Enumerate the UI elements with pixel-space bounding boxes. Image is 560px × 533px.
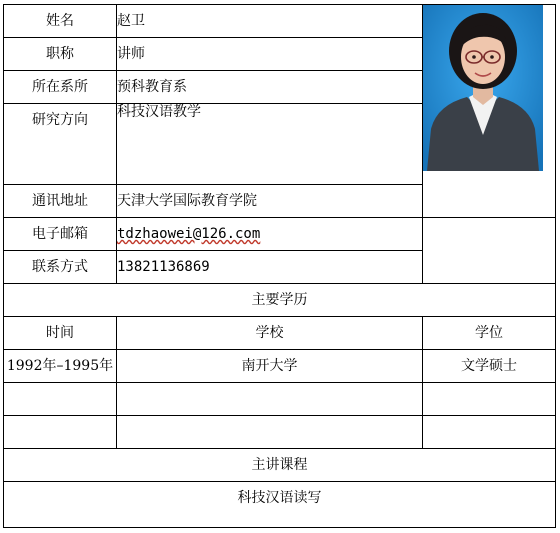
courses-heading: 主讲课程 [4, 449, 556, 482]
education-col-degree: 学位 [423, 317, 556, 350]
email-label: 电子邮箱 [4, 218, 117, 251]
profile-photo [423, 5, 543, 171]
education-col-time: 时间 [4, 317, 117, 350]
education-row-empty [4, 383, 556, 416]
title-label: 职称 [4, 38, 117, 71]
department-value: 预科教育系 [117, 71, 423, 104]
department-label: 所在系所 [4, 71, 117, 104]
photo-spacer-cell [423, 218, 556, 284]
education-row-empty [4, 416, 556, 449]
education-col-school: 学校 [117, 317, 423, 350]
phone-value: 13821136869 [117, 251, 423, 284]
empty-cell [423, 383, 556, 416]
photo-cell [423, 5, 556, 218]
education-school: 南开大学 [117, 350, 423, 383]
address-label: 通讯地址 [4, 185, 117, 218]
empty-cell [4, 416, 117, 449]
education-heading: 主要学历 [4, 284, 556, 317]
empty-cell [117, 416, 423, 449]
address-value: 天津大学国际教育学院 [117, 185, 423, 218]
courses-list: 科技汉语读写 [4, 482, 556, 528]
education-degree: 文学硕士 [423, 350, 556, 383]
empty-cell [4, 383, 117, 416]
profile-table [3, 4, 556, 528]
title-value: 讲师 [117, 38, 423, 71]
name-label: 姓名 [4, 5, 117, 38]
research-label: 研究方向 [4, 104, 117, 185]
phone-label: 联系方式 [4, 251, 117, 284]
education-row [4, 350, 556, 383]
name-value: 赵卫 [117, 5, 423, 38]
email-link[interactable]: tdzhaowei@126.com [117, 226, 261, 242]
empty-cell [117, 383, 423, 416]
email-cell [117, 218, 423, 251]
education-time: 1992年–1995年 [4, 350, 117, 383]
research-value: 科技汉语教学 [117, 104, 423, 185]
empty-cell [423, 416, 556, 449]
